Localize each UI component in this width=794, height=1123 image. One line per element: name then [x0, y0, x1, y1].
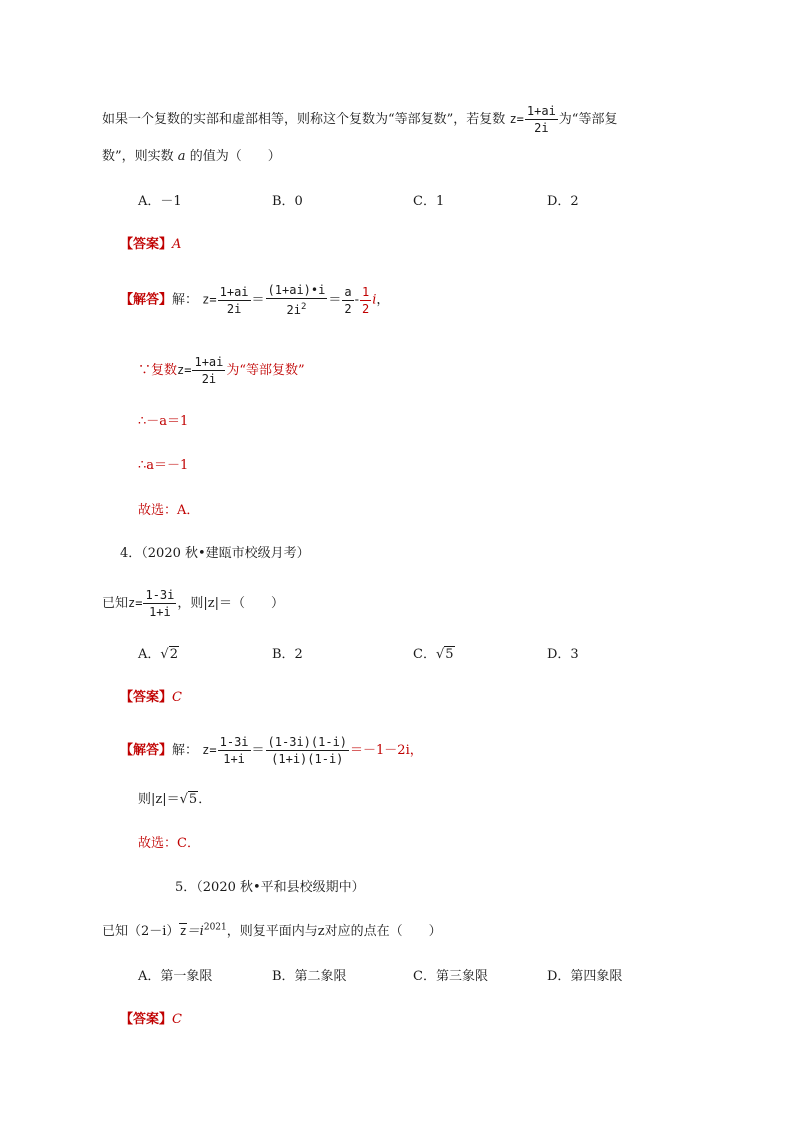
q3-var-a: a	[177, 149, 186, 164]
q4-then-rad: 5	[188, 792, 198, 807]
q4-frac-num: 1-3i	[145, 588, 175, 602]
q4-option-c-sqrt: √5	[435, 647, 454, 662]
q3-answer	[120, 233, 181, 252]
q5-answer	[120, 1008, 182, 1027]
q4-answer	[120, 686, 182, 705]
q5-header: 5．（2020 秋•平和县校级期中）	[175, 880, 365, 895]
q5-option-c: C．第三象限	[413, 969, 488, 984]
q4-then-end: ．	[198, 792, 212, 807]
q3-sol-frac3	[342, 285, 353, 316]
q3-therefore-2: ∴a＝－1	[138, 458, 189, 473]
q3-because-tail: 为“等部复数”	[226, 363, 305, 378]
q3-choose: 故选：A．	[138, 503, 200, 518]
q4-option-c-label: C．	[413, 647, 436, 662]
q3-sol-frac3-den: 2	[344, 301, 352, 316]
q4-header: 4．（2020 秋•建瓯市校级月考）	[120, 546, 310, 561]
q3-option-b: B．0	[272, 194, 303, 209]
q4-frac-den: 1+i	[149, 605, 171, 619]
q3-fraction	[525, 104, 558, 135]
q3-stem-text: 如果一个复数的实部和虚部相等，则称这个复数为“等部复数”，若复数	[102, 112, 506, 127]
q4-sol-frac2-den: (1+i)(1-i)	[271, 752, 344, 766]
q4-option-d: D．3	[547, 647, 579, 662]
q3-because-text: ∵复数	[138, 363, 178, 378]
q5-zbar: z	[179, 924, 187, 938]
q4-solution: 【解答】解： z= $\frac{1-3i}{1+i}$ ＝ $\frac{(1-3i)(1-i)}{(1+i)(1-i)}$ ＝－1－2i，	[120, 735, 423, 766]
q4-z-eq: z=	[128, 596, 143, 610]
q3-solution-tag: 【解答】	[120, 292, 173, 308]
q4-answer-value: C	[172, 690, 182, 705]
q4-then-text: 则|z|＝	[138, 792, 180, 807]
q3-option-d: D．2	[547, 194, 579, 209]
q5-stem-a: 已知（2－i）	[102, 924, 180, 939]
q4-stem-a: 已知	[102, 596, 129, 611]
q3-sol-end: ，	[376, 292, 390, 308]
q4-option-a	[138, 643, 179, 662]
q3-stem-line2-b: 的值为（ ）	[189, 149, 281, 164]
q4-option-c-rad: 5	[445, 647, 454, 662]
q5-answer-value: C	[172, 1012, 182, 1027]
q3-therefore-1: ∴－a＝1	[138, 414, 189, 429]
q3-stem-text-2: 为“等部复	[558, 112, 618, 127]
q3-solution: 【解答】解： z= $\frac{1+ai}{2i}$ ＝ $\frac{(1+ai)•i}{2i^2}$ ＝ $\frac{a}{2}$ - $\frac{1}{2}$ i，	[120, 283, 390, 317]
q3-option-c: C．1	[413, 194, 445, 209]
q4-then-sqrt: √5	[179, 792, 198, 807]
q3-option-a: A．－1	[138, 194, 182, 209]
q4-then	[138, 788, 211, 807]
q3-sol-frac2-den	[266, 299, 328, 317]
q3-stem-line2	[102, 145, 281, 164]
q3-sol-frac2-num: (1+ai)•i	[267, 283, 326, 297]
q3-because-den: 2i	[201, 372, 217, 386]
q5-exponent: 2021	[203, 922, 227, 933]
q4-sol-frac1-den: 1+i	[223, 752, 245, 766]
q4-option-c	[413, 643, 455, 662]
q5-stem-b: ，则复平面内与z对应的点在（ ）	[226, 924, 442, 939]
q3-because-num: 1+ai	[194, 355, 224, 369]
q3-because: ∵复数z= $\frac{1+ai}{2i}$ 为“等部复数”	[138, 355, 305, 386]
q3-z-eq: z=	[509, 112, 524, 126]
q4-stem	[102, 588, 284, 619]
q3-sol-frac2-den-sup: 2	[300, 302, 307, 312]
q5-option-b: B．第二象限	[272, 969, 347, 984]
q5-answer-tag: 【答案】	[120, 1012, 173, 1027]
q4-option-b: B．2	[272, 647, 303, 662]
q3-answer-tag: 【答案】	[120, 237, 173, 252]
q3-stem-line1	[102, 104, 617, 135]
q5-stem-eq: ＝i	[186, 924, 204, 939]
q4-sol-result: ＝－1－2i，	[350, 743, 423, 758]
q3-sol-frac1-den: 2i	[226, 301, 242, 316]
q3-sol-frac4	[360, 285, 371, 316]
q3-sol-frac2	[266, 283, 328, 317]
q3-sol-i: i	[372, 292, 377, 308]
q4-stem-b: ，则|z|＝（ ）	[177, 596, 284, 611]
q3-frac-den: 2i	[534, 121, 549, 135]
q3-solution-prefix: 解：	[172, 292, 199, 308]
q3-sol-frac4-num: 1	[362, 284, 370, 299]
q4-sol-frac1	[218, 735, 251, 766]
q4-fraction	[143, 588, 176, 619]
q3-sol-frac3-num: a	[344, 284, 352, 299]
q5-stem	[102, 920, 442, 939]
q4-option-a-rad: 2	[169, 647, 178, 662]
q4-option-a-label: A．	[138, 647, 161, 662]
q4-sol-frac2-num: (1-3i)(1-i)	[267, 735, 348, 749]
q3-sol-frac4-den: 2	[362, 301, 370, 316]
q3-answer-value: A	[172, 237, 182, 252]
q4-solution-prefix: 解：	[172, 743, 199, 758]
q3-sol-frac1-num: 1+ai	[219, 284, 249, 299]
q3-frac-num: 1+ai	[526, 104, 556, 118]
q4-answer-tag: 【答案】	[120, 690, 173, 705]
q5-option-a: A．第一象限	[138, 969, 213, 984]
q4-sol-frac1-num: 1-3i	[219, 735, 249, 749]
q4-sol-frac2	[266, 735, 349, 766]
q4-solution-tag: 【解答】	[120, 743, 173, 758]
q5-option-d: D．第四象限	[547, 969, 623, 984]
q3-sol-frac2-den-base: 2i	[286, 303, 301, 317]
q3-stem-line2-a: 数”，则实数	[102, 149, 174, 164]
q4-choose: 故选：C．	[138, 836, 200, 851]
q3-sol-frac1	[218, 285, 251, 316]
q3-because-frac	[192, 355, 225, 386]
q4-option-a-sqrt: √2	[160, 647, 178, 662]
